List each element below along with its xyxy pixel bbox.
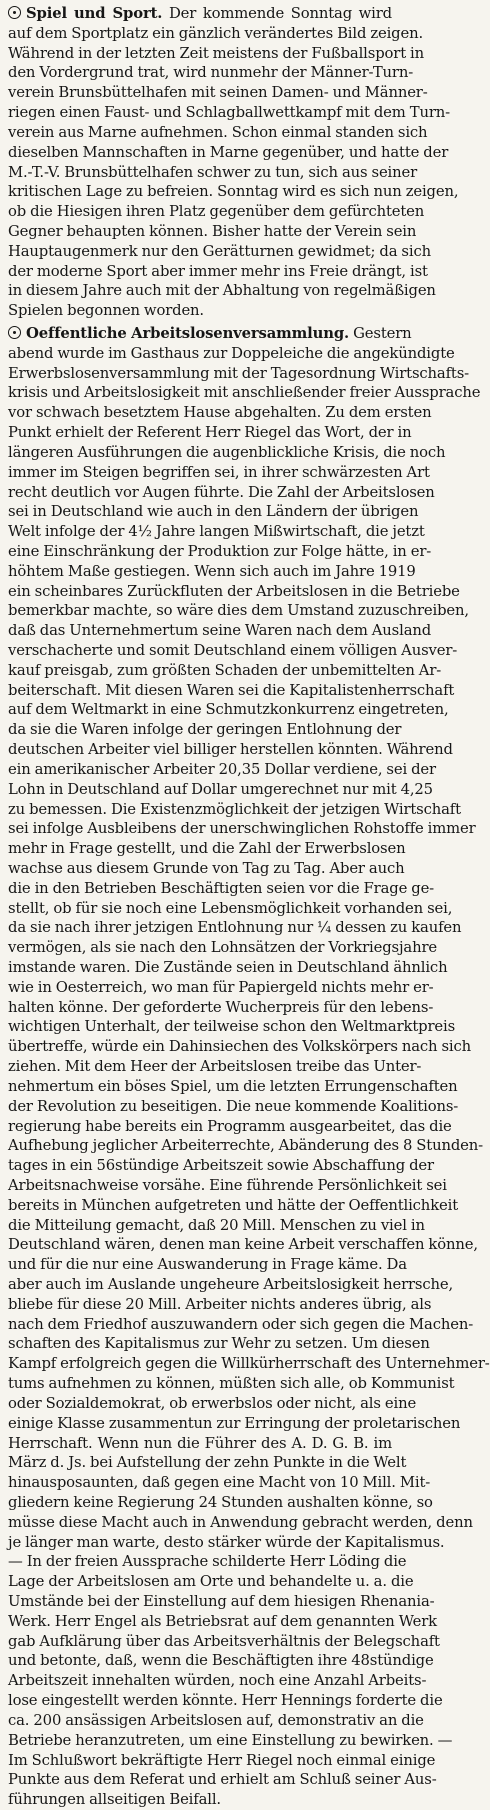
text-line: beiterschaft. Mit diesen Waren sei die Kapitalistenherrschaft: [8, 681, 455, 699]
text-line: daß das Unternehmertum seine Waren nach dem Ausland: [8, 622, 432, 640]
text-line: der Revolution zu beseitigen. Die neue kommende Koalitions-: [8, 1097, 459, 1115]
text-line: ob die Hiesigen ihren Platz gegenüber dem gefürchteten: [8, 203, 425, 221]
text-line: Lohn in Deutschland auf Dollar umgerechnet nur mit 4,25: [8, 780, 433, 798]
text-line: nach dem Friedhof auszuwandern oder sich gegen die Machen-: [8, 1315, 474, 1333]
text-line: halten könne. Der geforderte Wucherpreis für den lebens-: [8, 998, 434, 1016]
text-line: imstande waren. Die Zustände seien in Deutschland ähnlich: [8, 959, 448, 976]
text-line: verschacherte und somit Deutschland einem völligen Ausver-: [8, 642, 458, 659]
text-line: eine Einschränkung der Produktion zur Folge hätte, in er-: [8, 542, 432, 560]
text-line: sei infolge Ausbleibens der unerschwinglichen Rohstoffe immer: [8, 820, 476, 838]
text-line: führungen allseitigen Beifall.: [8, 1791, 221, 1809]
text-line: gliedern keine Regierung 24 Stunden aushalten könne, so: [8, 1493, 433, 1511]
article-body: [8, 24, 459, 321]
text-line: Punkt erhielt der Referent Herr Riegel das Wort, der in: [8, 424, 412, 442]
section-marker-icon: [8, 326, 21, 339]
text-line: da sie nach ihrer jetzigen Entlohnung nur ¼ dessen zu kaufen: [8, 919, 462, 937]
text-line: ein scheinbares Zurückfluten der Arbeitslosen in die Betriebe: [8, 582, 460, 600]
text-line: kritischen Lage zu befreien. Sonntag wird es sich nun zeigen,: [8, 183, 459, 201]
text-line: tums aufnehmen zu können, müßten sich alle, ob Kommunist: [8, 1375, 455, 1393]
text-line: vor schwach besetztem Hause abgehalten. Zu dem ersten: [8, 404, 432, 422]
text-line: gab Aufklärung über das Arbeitsverhältnis der Belegschaft: [8, 1632, 440, 1650]
text-line: wachse aus diesem Grunde von Tag zu Tag. Aber auch: [8, 859, 405, 877]
section-marker-icon: [8, 6, 21, 19]
text-line: recht deutlich vor Augen führte. Die Zahl der Arbeitslosen: [8, 483, 435, 501]
text-line: immer im Steigen begriffen sei, in ihrer schwärzesten Art: [8, 463, 430, 481]
article-headline: Spiel und Sport.: [26, 5, 163, 22]
text-line: Während in der letzten Zeit meistens der Fußballsport in: [8, 44, 425, 62]
text-line: sei in Deutschland wie auch in den Ländern der übrigen: [8, 503, 419, 521]
text-line: vermögen, als sie nach den Lohnsätzen der Vorkriegsjahre: [8, 939, 437, 957]
article-headline: Oeffentliche Arbeitslosenversammlung.: [26, 325, 350, 342]
text-line: bemerkbar machte, so wäre dies dem Umstand zuzuschreiben,: [8, 602, 469, 620]
text-line: auf dem Sportplatz ein gänzlich verändertes Bild zeigen.: [8, 24, 424, 42]
text-line: übertreffe, würde ein Dahinsiechen des Volkskörpers nach sich: [8, 1038, 471, 1056]
text-line: einige Klasse zusammentun zur Erringung der proletarischen: [8, 1414, 461, 1432]
text-line: je länger man warte, desto stärker würde der Kapitalismus.: [8, 1533, 445, 1551]
article-spiel-und-sport: [8, 4, 459, 321]
text-line: Aufhebung jeglicher Arbeiterrechte, Abänderung des 8 Stunden-: [8, 1137, 484, 1155]
text-line: deutschen Arbeiter viel billiger herstellen könnten. Während: [8, 741, 453, 759]
text-line: riegen einen Faust- und Schlagballwettkampf mit dem Turn-: [8, 104, 450, 122]
text-line: oder Sozialdemokrat, ob erwerbslos oder nicht, als eine: [8, 1394, 417, 1412]
text-line: Arbeitszeit innehalten würden, noch eine Anzahl Arbeits-: [8, 1672, 427, 1690]
text-line: zu bemessen. Die Existenzmöglichkeit der jetzigen Wirtschaft: [8, 800, 461, 818]
text-line: mehr in Frage gestellt, und die Zahl der Erwerbslosen: [8, 840, 406, 858]
text-line: verein Brunsbüttelhafen mit seinen Damen- und Männer-: [8, 84, 428, 102]
text-line: höhtem Maße gestiegen. Wenn sich auch im Jahre 1919: [8, 562, 416, 580]
text-line: die in den Betrieben Beschäftigten seien vor die Frage ge-: [8, 879, 435, 897]
text-line: wie in Oesterreich, wo man für Papiergeld nichts mehr er-: [8, 978, 434, 996]
text-line: da sie die Waren infolge der geringen Entlohnung der: [8, 721, 402, 739]
text-line: Punkte aus dem Referat und erhielt am Schluß seiner Aus-: [8, 1771, 437, 1789]
text-line: auf dem Weltmarkt in eine Schmutzkonkurrenz eingetreten,: [8, 701, 449, 719]
text-line: Der kommende Sonntag wird: [168, 5, 392, 22]
text-line: längeren Ausführungen die augenblickliche Krisis, die noch: [8, 443, 446, 461]
text-line: Lage der Arbeitslosen am Orte und behandelte u. a. die: [8, 1573, 414, 1591]
text-line: nehmertum ein böses Spiel, um die letzten Errungenschaften: [8, 1077, 458, 1095]
text-line: Spielen begonnen worden.: [8, 302, 204, 320]
text-line: Hauptaugenmerk nur den Gerätturnen gewidmet; da sich: [8, 242, 431, 260]
text-line: Gestern: [353, 325, 412, 342]
article-first-line: [8, 4, 392, 24]
text-line: M.-T.-V. Brunsbüttelhafen schwer zu tun, sich aus seiner: [8, 163, 418, 181]
text-line: regierung habe bereits ein Programm ausgearbeitet, das die: [8, 1117, 452, 1135]
text-line: bliebe für diese 20 Mill. Arbeiter nichts anderes übrig, als: [8, 1295, 432, 1313]
text-line: in diesem Jahre auch mit der Abhaltung von regelmäßigen: [8, 282, 436, 300]
text-line: Im Schlußwort bekräftigte Herr Riegel noch einmal einige: [8, 1751, 436, 1769]
text-line: wichtigen Unterhalt, der teilweise schon den Weltmarktpreis: [8, 1018, 456, 1036]
text-line: Betriebe heranzutreten, um eine Einstellung zu bewirken. —: [8, 1731, 453, 1749]
text-line: Herrschaft. Wenn nun die Führer des A. D. G. B. im: [8, 1434, 392, 1452]
text-line: abend wurde im Gasthaus zur Doppeleiche die angekündigte: [8, 344, 455, 362]
text-line: kauf preisgab, zum größten Schaden der unbemittelten Ar-: [8, 661, 442, 679]
text-line: und für die nur eine Auswanderung in Frage käme. Da: [8, 1256, 407, 1274]
text-line: den Vordergrund trat, wird nunmehr der Männer-Turn-: [8, 64, 414, 82]
text-line: Gegner behaupten können. Bisher hatte der Verein sein: [8, 222, 417, 240]
text-line: dieselben Mannschaften in Marne gegenüber, und hatte der: [8, 143, 449, 161]
text-line: März d. Js. bei Aufstellung der zehn Punkte in die Welt: [8, 1454, 407, 1472]
text-line: ca. 200 ansässigen Arbeitslosen auf, demonstrativ an die: [8, 1711, 424, 1729]
text-line: der moderne Sport aber immer mehr ins Freie drängt, ist: [8, 262, 428, 280]
article-body: [8, 344, 490, 1810]
text-line: bereits in München aufgetreten und hätte der Oeffentlichkeit: [8, 1196, 458, 1214]
text-line: — In der freien Aussprache schilderte Herr Löding die: [8, 1553, 407, 1571]
article-arbeitslosenversammlung: [8, 324, 490, 1810]
text-line: schaften des Kapitalismus zur Wehr zu setzen. Um diesen: [8, 1335, 430, 1353]
text-line: Kampf erfolgreich gegen die Willkürherrschaft des Unternehmer-: [8, 1355, 490, 1373]
text-line: stellt, ob für sie noch eine Lebensmöglichkeit vorhanden sei,: [8, 899, 453, 917]
article-first-line: [8, 324, 412, 344]
text-line: lose eingestellt werden könnte. Herr Hennings forderte die: [8, 1692, 443, 1710]
text-line: Umstände bei der Einstellung auf dem hiesigen Rhenania-: [8, 1593, 435, 1610]
text-line: verein aus Marne aufnehmen. Schon einmal standen sich: [8, 123, 428, 141]
text-line: tages in ein 56stündige Arbeitszeit sowie Abschaffung der: [8, 1157, 434, 1175]
text-line: krisis und Arbeitslosigkeit mit anschließender freier Aussprache: [8, 384, 481, 402]
text-line: aber auch im Auslande ungeheure Arbeitslosigkeit herrsche,: [8, 1276, 454, 1293]
text-line: Werk. Herr Engel als Betriebsrat auf dem genannten Werk: [8, 1612, 437, 1630]
text-line: ein amerikanischer Arbeiter 20,35 Dollar verdiene, sei der: [8, 760, 436, 778]
text-line: ziehen. Mit dem Heer der Arbeitslosen treibe das Unter-: [8, 1058, 422, 1076]
text-line: hinausposaunten, daß gegen eine Macht von 10 Mill. Mit-: [8, 1474, 431, 1492]
text-line: und betonte, daß, wenn die Beschäftigten ihre 48stündige: [8, 1652, 434, 1670]
text-line: Erwerbslosenversammlung mit der Tagesordnung Wirtschafts-: [8, 364, 469, 382]
text-line: Welt infolge der 4½ Jahre langen Mißwirtschaft, die jetzt: [8, 523, 425, 541]
text-line: Deutschland wären, denen man keine Arbeit verschaffen könne,: [8, 1236, 478, 1254]
text-line: müsse diese Macht auch in Anwendung gebracht werden, denn: [8, 1513, 473, 1531]
text-line: Arbeitsnachweise vorsähe. Eine führende Persönlichkeit sei: [8, 1176, 447, 1194]
text-line: die Mitteilung gemacht, daß 20 Mill. Menschen zu viel in: [8, 1216, 425, 1234]
